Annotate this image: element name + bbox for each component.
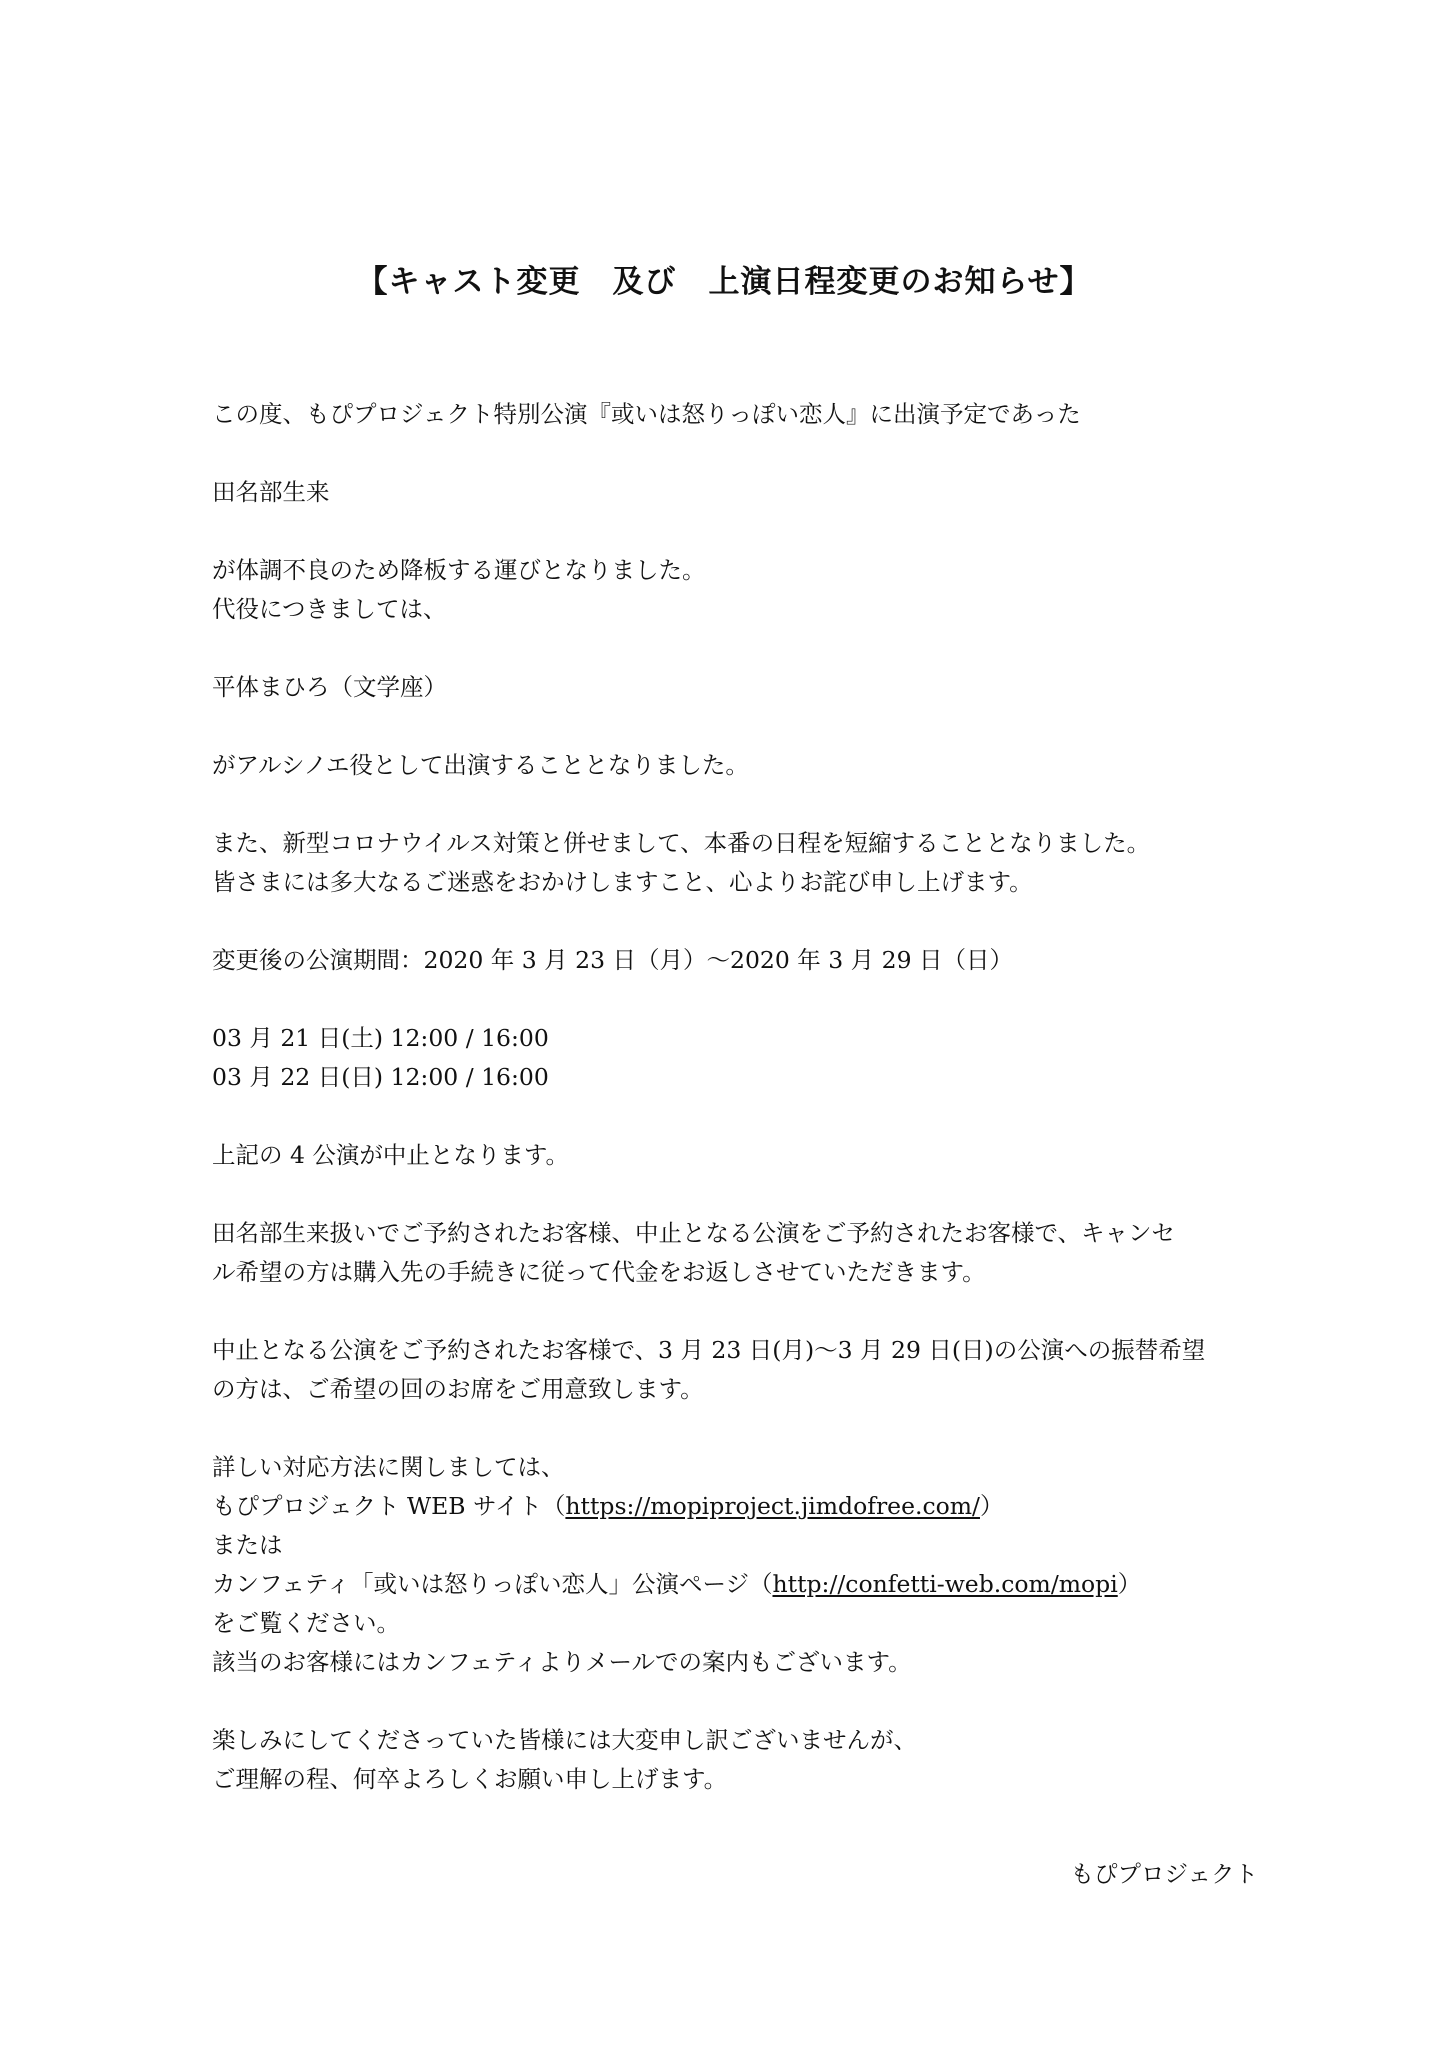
page-title: 【キャスト変更 及び 上演日程変更のお知らせ】 bbox=[356, 264, 1092, 300]
new-period-line: 変更後の公演期間：2020 年 3 月 23 日（月）～2020 年 3 月 29 日（日） bbox=[212, 946, 1014, 974]
see-line: をご覧ください。 bbox=[212, 1609, 400, 1637]
cancel-note: 上記の 4 公演が中止となります。 bbox=[212, 1141, 570, 1169]
web-site-prefix: もぴプロジェクト WEB サイト（ bbox=[212, 1492, 566, 1520]
apology-line-1: 楽しみにしてくださっていた皆様には大変申し訳ございませんが、 bbox=[212, 1726, 917, 1754]
document-body bbox=[212, 395, 1252, 1799]
web-site-line bbox=[212, 1487, 1252, 1526]
confetti-line bbox=[212, 1565, 1252, 1604]
confetti-link[interactable]: http://confetti-web.com/mopi bbox=[772, 1570, 1118, 1598]
apology-line-2: ご理解の程、何卒よろしくお願い申し上げます。 bbox=[212, 1765, 728, 1793]
web-site-link[interactable]: https://mopiproject.jimdofree.com/ bbox=[565, 1492, 980, 1520]
intro-line: この度、もぴプロジェクト特別公演『或いは怒りっぽい恋人』に出演予定であった bbox=[212, 400, 1081, 428]
details-intro: 詳しい対応方法に関しましては、 bbox=[212, 1453, 565, 1481]
schedule-line-1: また、新型コロナウイルス対策と併せまして、本番の日程を短縮することとなりました。 bbox=[212, 829, 1151, 857]
role-line: がアルシノエ役として出演することとなりました。 bbox=[212, 751, 749, 779]
substitute-intro: 代役につきましては、 bbox=[212, 595, 447, 623]
or-text: または bbox=[212, 1531, 283, 1559]
refund-line-2: ル希望の方は購入先の手続きに従って代金をお返しさせていただきます。 bbox=[212, 1258, 986, 1286]
mail-line: 該当のお客様にはカンフェティよりメールでの案内もございます。 bbox=[212, 1648, 912, 1676]
withdraw-line: が体調不良のため降板する運びとなりました。 bbox=[212, 556, 706, 584]
cancelled-performance-1: 03 月 21 日(土) 12:00 / 16:00 bbox=[212, 1024, 549, 1052]
refund-line-1: 田名部生来扱いでご予約されたお客様、中止となる公演をご予約されたお客様で、キャンセ bbox=[212, 1219, 1176, 1247]
transfer-line-2: の方は、ご希望の回のお席をご用意致します。 bbox=[212, 1375, 704, 1403]
signature: もぴプロジェクト bbox=[1070, 1860, 1258, 1888]
confetti-prefix: カンフェティ「或いは怒りっぽい恋人」公演ページ（ bbox=[212, 1570, 773, 1598]
cast-old-name: 田名部生来 bbox=[212, 478, 330, 506]
transfer-line-1: 中止となる公演をご予約されたお客様で、3 月 23 日(月)～3 月 29 日(日)の公演への振替希望 bbox=[212, 1336, 1206, 1364]
web-site-suffix: ） bbox=[979, 1492, 1004, 1520]
confetti-suffix: ） bbox=[1117, 1570, 1142, 1598]
cast-new-name: 平体まひろ（文学座） bbox=[212, 673, 447, 701]
schedule-line-2: 皆さまには多大なるご迷惑をおかけしますこと、心よりお詫び申し上げます。 bbox=[212, 868, 1033, 896]
cancelled-performance-2: 03 月 22 日(日) 12:00 / 16:00 bbox=[212, 1063, 549, 1091]
